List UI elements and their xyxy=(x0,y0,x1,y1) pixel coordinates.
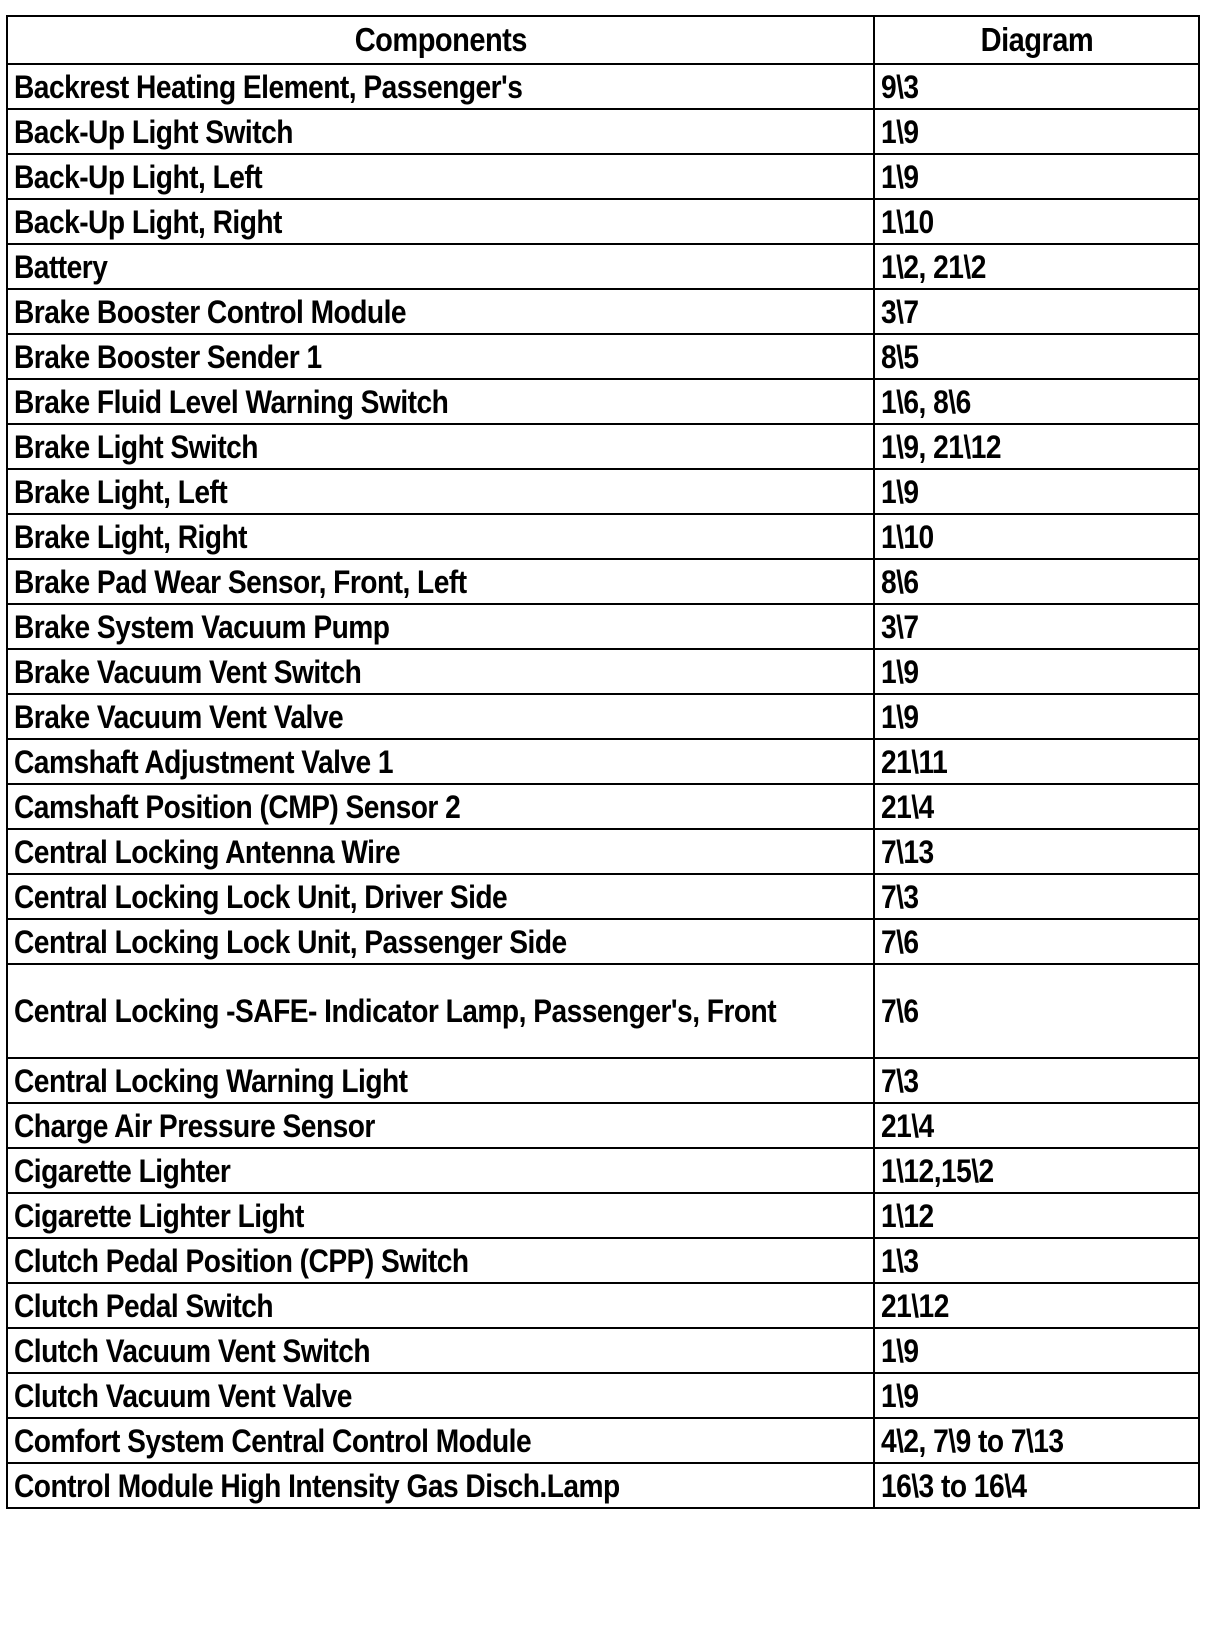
diagram-cell xyxy=(874,874,1199,919)
table-row xyxy=(7,1103,1199,1148)
component-cell xyxy=(7,784,874,829)
diagram-reference: 7\6 xyxy=(881,993,919,1029)
table-body xyxy=(7,64,1199,1508)
components-column-header xyxy=(7,16,874,64)
diagram-reference: 1\6, 8\6 xyxy=(881,383,971,420)
table-row xyxy=(7,334,1199,379)
table-row xyxy=(7,244,1199,289)
diagram-cell xyxy=(874,514,1199,559)
table-row xyxy=(7,694,1199,739)
diagram-header-label: Diagram xyxy=(980,21,1093,58)
table-row xyxy=(7,469,1199,514)
diagram-reference: 1\9, 21\12 xyxy=(881,428,1001,465)
diagram-reference: 7\3 xyxy=(881,878,919,915)
table-row xyxy=(7,874,1199,919)
table-row xyxy=(7,1463,1199,1508)
diagram-reference: 1\2, 21\2 xyxy=(881,248,986,285)
component-cell xyxy=(7,1283,874,1328)
diagram-cell xyxy=(874,1238,1199,1283)
diagram-reference: 7\6 xyxy=(881,923,919,960)
component-name: Brake Booster Control Module xyxy=(14,293,407,330)
table-row xyxy=(7,289,1199,334)
component-name: Brake Fluid Level Warning Switch xyxy=(14,383,449,420)
component-name: Back-Up Light, Right xyxy=(14,203,282,240)
diagram-reference: 3\7 xyxy=(881,293,919,330)
table-row xyxy=(7,1283,1199,1328)
component-cell xyxy=(7,604,874,649)
component-cell xyxy=(7,1373,874,1418)
component-name: Camshaft Position (CMP) Sensor 2 xyxy=(14,788,461,825)
table-row xyxy=(7,64,1199,109)
component-cell xyxy=(7,334,874,379)
component-cell xyxy=(7,289,874,334)
diagram-cell xyxy=(874,964,1199,1058)
header-row xyxy=(7,16,1199,64)
table-row xyxy=(7,739,1199,784)
diagram-cell xyxy=(874,199,1199,244)
component-name: Battery xyxy=(14,248,108,285)
diagram-cell xyxy=(874,379,1199,424)
diagram-cell xyxy=(874,1283,1199,1328)
component-name: Comfort System Central Control Module xyxy=(14,1422,532,1459)
component-name: Central Locking Warning Light xyxy=(14,1062,408,1099)
table-row xyxy=(7,1193,1199,1238)
component-name: Back-Up Light, Left xyxy=(14,158,263,195)
diagram-reference: 1\10 xyxy=(881,203,934,240)
component-name: Clutch Pedal Switch xyxy=(14,1287,274,1324)
component-name: Brake Booster Sender 1 xyxy=(14,338,322,375)
component-cell xyxy=(7,829,874,874)
diagram-cell xyxy=(874,424,1199,469)
table-row xyxy=(7,604,1199,649)
diagram-reference: 1\9 xyxy=(881,473,919,510)
diagram-reference: 7\3 xyxy=(881,1062,919,1099)
table-row xyxy=(7,964,1199,1058)
table-row xyxy=(7,154,1199,199)
diagram-reference: 1\12 xyxy=(881,1197,934,1234)
diagram-reference: 21\11 xyxy=(881,743,948,780)
diagram-reference: 21\4 xyxy=(881,788,934,825)
component-name: Backrest Heating Element, Passenger's xyxy=(14,68,523,105)
component-cell xyxy=(7,649,874,694)
diagram-reference: 8\6 xyxy=(881,563,919,600)
diagram-reference: 1\9 xyxy=(881,158,919,195)
component-cell xyxy=(7,199,874,244)
component-name: Brake Vacuum Vent Valve xyxy=(14,698,344,735)
diagram-reference: 1\9 xyxy=(881,653,919,690)
component-name: Cigarette Lighter Light xyxy=(14,1197,304,1234)
component-cell xyxy=(7,694,874,739)
table-row xyxy=(7,379,1199,424)
component-name: Central Locking Lock Unit, Driver Side xyxy=(14,878,508,915)
component-name: Clutch Vacuum Vent Switch xyxy=(14,1332,371,1369)
diagram-cell xyxy=(874,739,1199,784)
diagram-cell xyxy=(874,1373,1199,1418)
component-cell xyxy=(7,1328,874,1373)
diagram-column-header xyxy=(874,16,1199,64)
diagram-cell xyxy=(874,334,1199,379)
component-cell xyxy=(7,244,874,289)
diagram-cell xyxy=(874,784,1199,829)
component-cell xyxy=(7,1193,874,1238)
component-name: Central Locking -SAFE- Indicator Lamp, Passenger's, Front xyxy=(14,993,777,1029)
table-row xyxy=(7,199,1199,244)
diagram-reference: 1\9 xyxy=(881,1377,919,1414)
component-cell xyxy=(7,1148,874,1193)
component-cell xyxy=(7,109,874,154)
diagram-cell xyxy=(874,829,1199,874)
diagram-cell xyxy=(874,244,1199,289)
component-cell xyxy=(7,1463,874,1508)
diagram-cell xyxy=(874,154,1199,199)
table-row xyxy=(7,514,1199,559)
component-cell xyxy=(7,874,874,919)
component-name: Brake Pad Wear Sensor, Front, Left xyxy=(14,563,467,600)
table-row xyxy=(7,1238,1199,1283)
diagram-reference: 1\3 xyxy=(881,1242,919,1279)
component-name: Cigarette Lighter xyxy=(14,1152,231,1189)
component-cell xyxy=(7,469,874,514)
diagram-cell xyxy=(874,289,1199,334)
component-name: Clutch Vacuum Vent Valve xyxy=(14,1377,352,1414)
table-row xyxy=(7,1328,1199,1373)
diagram-cell xyxy=(874,1058,1199,1103)
diagram-cell xyxy=(874,649,1199,694)
diagram-reference: 21\12 xyxy=(881,1287,949,1324)
component-cell xyxy=(7,1058,874,1103)
table-row xyxy=(7,109,1199,154)
diagram-reference: 1\9 xyxy=(881,113,919,150)
component-name: Brake Light, Left xyxy=(14,473,228,510)
diagram-cell xyxy=(874,1328,1199,1373)
diagram-reference: 8\5 xyxy=(881,338,919,375)
table-row xyxy=(7,1373,1199,1418)
diagram-cell xyxy=(874,1148,1199,1193)
table-row xyxy=(7,559,1199,604)
component-cell xyxy=(7,64,874,109)
component-name: Brake System Vacuum Pump xyxy=(14,608,390,645)
table-row xyxy=(7,649,1199,694)
component-name: Central Locking Antenna Wire xyxy=(14,833,401,870)
component-index-table xyxy=(6,15,1200,1509)
component-name: Control Module High Intensity Gas Disch.Lamp xyxy=(14,1467,620,1504)
diagram-reference: 4\2, 7\9 to 7\13 xyxy=(881,1422,1064,1459)
diagram-reference: 9\3 xyxy=(881,68,919,105)
component-name: Clutch Pedal Position (CPP) Switch xyxy=(14,1242,469,1279)
component-cell xyxy=(7,964,874,1058)
components-header-label: Components xyxy=(354,21,527,58)
diagram-cell xyxy=(874,109,1199,154)
component-name: Brake Light Switch xyxy=(14,428,258,465)
component-cell xyxy=(7,1418,874,1463)
table-row xyxy=(7,784,1199,829)
component-cell xyxy=(7,919,874,964)
table-row xyxy=(7,919,1199,964)
component-cell xyxy=(7,1238,874,1283)
diagram-reference: 21\4 xyxy=(881,1107,934,1144)
diagram-cell xyxy=(874,64,1199,109)
diagram-reference: 3\7 xyxy=(881,608,919,645)
table-row xyxy=(7,829,1199,874)
component-cell xyxy=(7,559,874,604)
diagram-cell xyxy=(874,604,1199,649)
component-name: Camshaft Adjustment Valve 1 xyxy=(14,743,394,780)
component-cell xyxy=(7,1103,874,1148)
table-row xyxy=(7,1148,1199,1193)
component-name: Brake Vacuum Vent Switch xyxy=(14,653,362,690)
diagram-reference: 7\13 xyxy=(881,833,934,870)
component-cell xyxy=(7,379,874,424)
table-row xyxy=(7,1418,1199,1463)
component-name: Central Locking Lock Unit, Passenger Side xyxy=(14,923,567,960)
diagram-cell xyxy=(874,1418,1199,1463)
component-name: Back-Up Light Switch xyxy=(14,113,293,150)
diagram-reference: 1\10 xyxy=(881,518,934,555)
diagram-cell xyxy=(874,469,1199,514)
diagram-cell xyxy=(874,559,1199,604)
component-cell xyxy=(7,154,874,199)
table-row xyxy=(7,424,1199,469)
diagram-reference: 16\3 to 16\4 xyxy=(881,1467,1027,1504)
diagram-cell xyxy=(874,1463,1199,1508)
diagram-reference: 1\9 xyxy=(881,698,919,735)
diagram-reference: 1\9 xyxy=(881,1332,919,1369)
component-name: Charge Air Pressure Sensor xyxy=(14,1107,375,1144)
diagram-cell xyxy=(874,1103,1199,1148)
diagram-cell xyxy=(874,919,1199,964)
component-name: Brake Light, Right xyxy=(14,518,247,555)
component-cell xyxy=(7,424,874,469)
diagram-cell xyxy=(874,694,1199,739)
component-cell xyxy=(7,514,874,559)
diagram-cell xyxy=(874,1193,1199,1238)
table-row xyxy=(7,1058,1199,1103)
diagram-reference: 1\12,15\2 xyxy=(881,1152,994,1189)
component-cell xyxy=(7,739,874,784)
